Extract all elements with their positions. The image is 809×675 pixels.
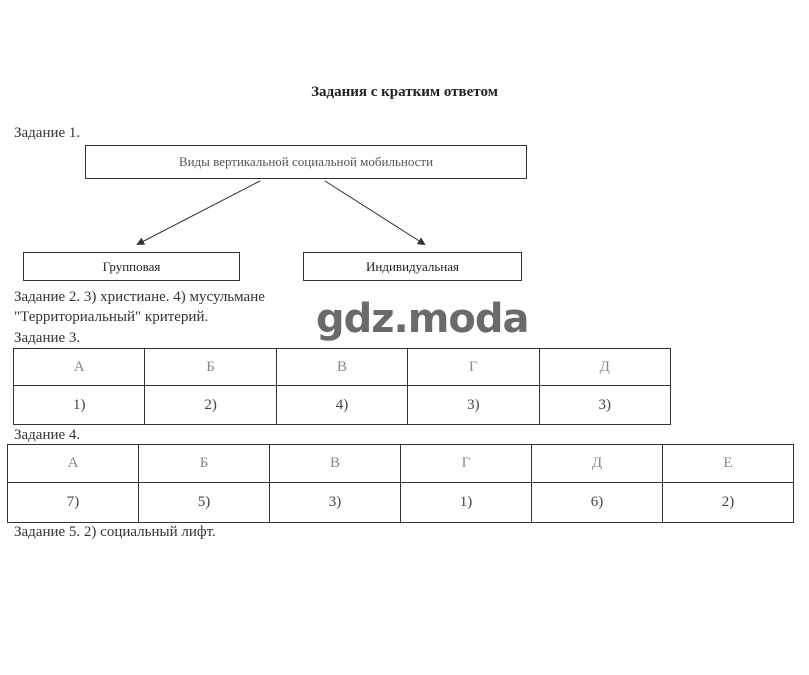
task3-header-cell: А [14,349,145,386]
task4-header-cell: Б [139,445,270,483]
task3-value-cell: 3) [539,386,670,425]
diagram-left-box-text: Групповая [102,258,161,274]
diagram-right-box-text: Индивидуальная [366,258,459,274]
watermark-logo: gdz.moda [316,296,529,342]
task5-line: Задание 5. 2) социальный лифт. [14,524,216,540]
task4-table [7,444,794,523]
diagram-left-box [23,252,240,281]
task4-header-cell: Д [532,445,663,483]
task3-value-cell: 1) [14,386,145,425]
table-row [8,445,794,483]
table-row [14,349,671,386]
diagram-top-box-text: Виды вертикальной социальной мобильности [178,154,434,169]
task4-header-cell: В [270,445,401,483]
task3-value-cell: 3) [408,386,539,425]
page-title: Задания с кратким ответом [311,84,498,100]
task3-header-cell: Д [539,349,670,386]
task2-line1: Задание 2. 3) христиане. 4) мусульмане [14,289,265,305]
task3-header-cell: Г [408,349,539,386]
task3-label: Задание 3. [14,330,81,346]
task3-header-cell: В [276,349,407,386]
task4-header-cell: А [8,445,139,483]
task1-label: Задание 1. [14,125,81,141]
task4-label: Задание 4. [14,427,81,443]
task4-value-cell: 3) [270,483,401,523]
task4-header-cell: Г [401,445,532,483]
task3-header-cell: Б [145,349,276,386]
task4-value-cell: 6) [532,483,663,523]
task3-value-cell: 2) [145,386,276,425]
task2-line2: "Территориальный" критерий. [14,309,209,325]
task4-value-cell: 2) [663,483,794,523]
task4-value-cell: 1) [401,483,532,523]
diagram-arrow-left [138,181,260,244]
task4-header-cell: Е [663,445,794,483]
table-row [8,483,794,523]
task3-value-cell: 4) [276,386,407,425]
table-row [14,386,671,425]
task4-value-cell: 7) [8,483,139,523]
diagram-arrow-right [325,181,424,244]
task4-value-cell: 5) [139,483,270,523]
diagram-right-box [303,252,522,281]
task3-table [13,348,671,425]
